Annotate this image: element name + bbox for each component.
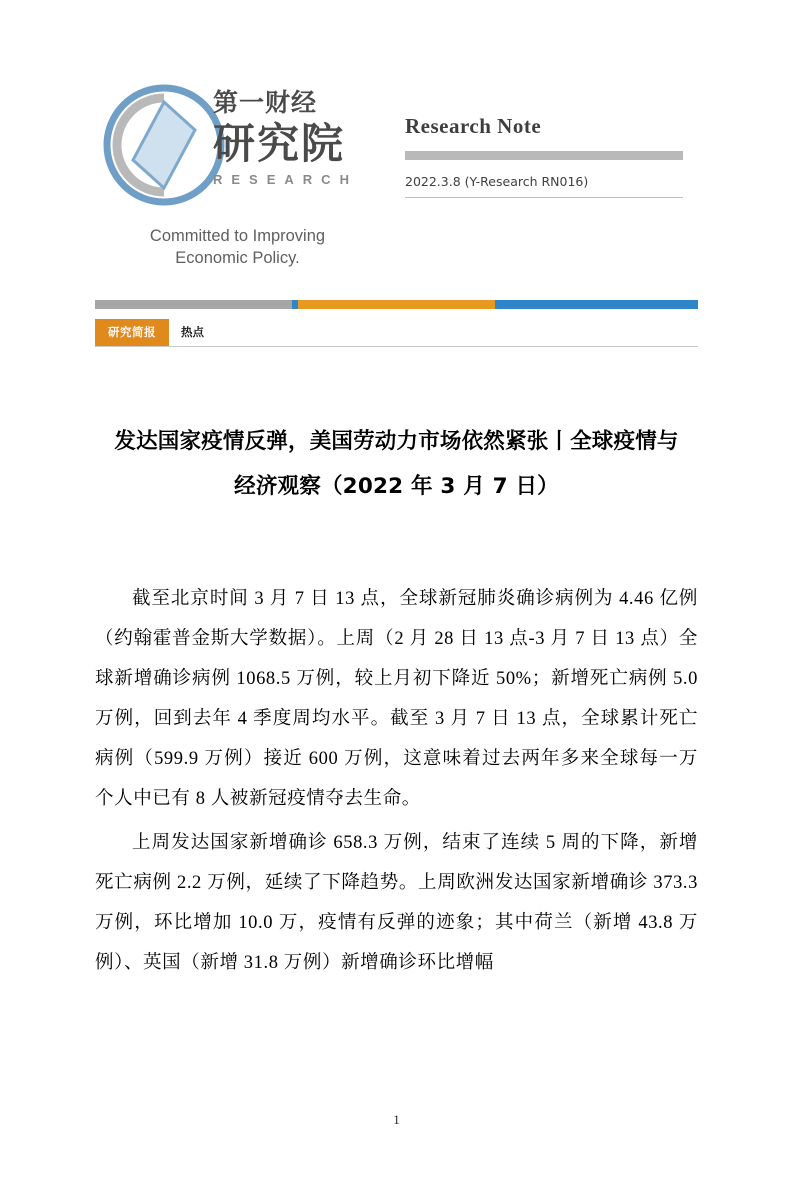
logo-company-name: 第一财经 [213, 88, 318, 117]
research-note-bar [405, 151, 683, 160]
tab-bar [95, 319, 698, 347]
research-note-title: Research Note [405, 114, 542, 138]
paragraph: 上周发达国家新增确诊 658.3 万例，结束了连续 5 周的下降，新增死亡病例 2.2 万例，延续了下降趋势。上周欧洲发达国家新增确诊 373.3 万例，环比增加 10.0 万，疫情有反弹的迹象；其中荷兰（新增 43.8 万例）、英国（新增 31.8 万例）新增确诊环比增幅 [95, 833, 698, 973]
masthead [95, 78, 698, 278]
logo-block [95, 78, 380, 269]
logo-english-name: RESEARCH [213, 172, 358, 187]
circle-diamond-logo-icon [103, 84, 225, 206]
article-body [95, 579, 698, 983]
tagline-line-1: Committed to Improving [149, 227, 326, 245]
research-note-underline [405, 197, 683, 198]
color-bar-orange [501, 300, 698, 309]
color-bar-gray [298, 300, 495, 309]
tagline [95, 225, 380, 269]
logo-institute-name: 研究院 [213, 119, 346, 168]
research-note-meta: 2022.3.8 (Y-Research RN016) [405, 174, 589, 189]
document-page [0, 78, 793, 1200]
research-note-block [405, 114, 685, 198]
page-number: 1 [393, 1112, 400, 1127]
color-bar-blue [95, 300, 292, 309]
paragraph: 截至北京时间 3 月 7 日 13 点，全球新冠肺炎确诊病例为 4.46 亿例（约翰霍普金斯大学数据）。上周（2 月 28 日 13 点-3 月 7 日 13 点）全球新增确诊病例 1068.5 万例，较上月初下降近 50%；新增死亡病例 5.0 万例，回到去年 4 季度周均水平。截至 3 月 7 日 13 点，全球累计死亡病例（599.9 万例）接近 600 万例，这意味着过去两年多来全球每一万个人中已有 8 人被新冠疫情夺去生命。 [95, 589, 698, 809]
color-bar-group [95, 300, 698, 309]
page-title: 发达国家疫情反弹，美国劳动力市场依然紧张丨全球疫情与经济观察（2022 年 3 月 7 日） [114, 429, 679, 499]
tab-research-brief[interactable]: 研究简报 [95, 319, 169, 346]
logo-wordmark [213, 88, 383, 187]
tab-hot-topic[interactable]: 热点 [181, 325, 204, 339]
tagline-line-2: Economic Policy. [175, 249, 300, 267]
logo-row [95, 78, 380, 213]
